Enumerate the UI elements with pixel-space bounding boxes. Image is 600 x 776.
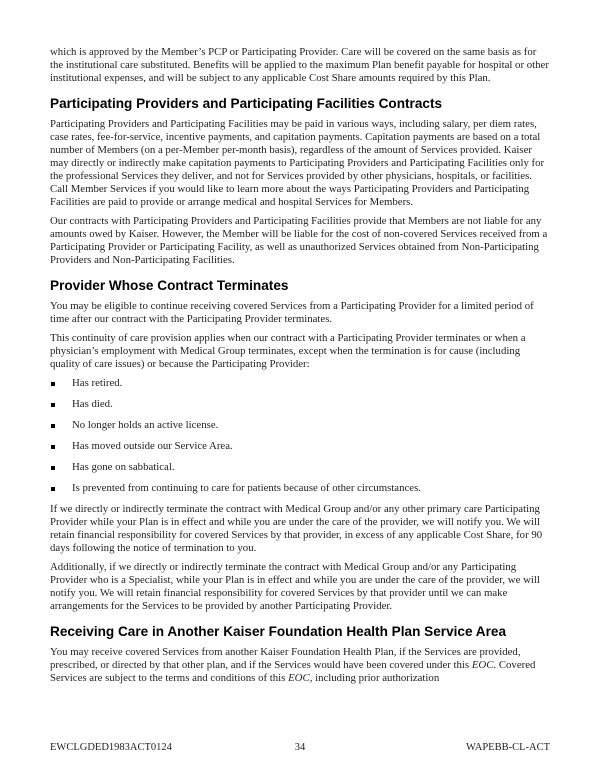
list-item-text: Has retired. [72, 377, 123, 389]
list-item [50, 398, 550, 411]
list-item [50, 461, 550, 474]
footer-page-number: 34 [294, 742, 306, 753]
list-item [50, 377, 550, 390]
paragraph: If we directly or indirectly terminate the contract with Medical Group and/or any other primary care Participating Provider while your Plan is in effect and while you are under the care of the provider, we will notify you. We will retain financial responsibility for covered Services by that provider, in excess of any applicable Cost Share, for 90 days following the notice of termination to you. [50, 503, 543, 554]
paragraph-segment: You may receive covered Services from another Kaiser Foundation Health Plan, if the Services are provided, prescribed, or directed by that other plan, and if the Services would have been covered under this [50, 646, 521, 671]
paragraph: This continuity of care provision applies when our contract with a Participating Provider terminates or when a physician’s employment with Medical Group terminates, except when the termination is for cause (including quality of care issues) or because the Participating Provider: [50, 332, 526, 370]
list-item-text: Has moved outside our Service Area. [72, 440, 233, 452]
list-item-text: Has died. [72, 398, 113, 410]
paragraph-segment: , including prior authorization [309, 672, 440, 684]
paragraph: Participating Providers and Participating Facilities may be paid in various ways, including salary, per diem rates, case rates, fee-for-service, incentive payments, and capitation payments. Capitation payments are based on a total number of Members (on a per-Member per-month basis), regardless of the amount of Services provided. Kaiser may directly or indirectly make capitation payments to Participating Providers and Participating Facilities only for the professional Services they deliver, and not for Services provided by other physicians, hospitals, or facilities. Call Member Services if you would like to learn more about the ways Participating Providers and Participating Facilities are paid to provide or arrange medical and hospital Services for Members. [50, 118, 545, 208]
italic-term: EOC [471, 659, 494, 671]
square-bullet-icon [51, 403, 55, 407]
section-heading-other-area: Receiving Care in Another Kaiser Foundation Health Plan Service Area [50, 624, 507, 639]
footer-document-code: EWCLGDED1983ACT0124 [50, 742, 172, 753]
square-bullet-icon [51, 487, 55, 491]
square-bullet-icon [51, 445, 55, 449]
paragraph: You may be eligible to continue receiving covered Services from a Participating Provider for a limited period of time after our contract with the Participating Provider terminates. [50, 300, 534, 325]
list-item [50, 440, 550, 453]
page-footer [50, 741, 550, 754]
list-item [50, 482, 550, 495]
paragraph [50, 646, 550, 685]
list-item [50, 419, 550, 432]
bullet-list [50, 377, 550, 495]
footer-plan-code: WAPEBB-CL-ACT [466, 742, 550, 753]
section-provider-terminates [50, 278, 550, 613]
intro-paragraph: which is approved by the Member’s PCP or Participating Provider. Care will be covered on the same basis as for the institutional care substituted. Benefits will be applied to the maximum Plan benefit payable for hospital or other institutional expenses, and will be subject to any applicable Cost Share amounts required by this Plan. [50, 46, 549, 84]
section-participating-contracts [50, 96, 550, 267]
list-item-text: No longer holds an active license. [72, 419, 219, 431]
section-heading-contracts: Participating Providers and Participating Facilities Contracts [50, 96, 443, 111]
paragraph: Additionally, if we directly or indirectly terminate the contract with Medical Group and/or any Participating Provider who is a Specialist, while your Plan is in effect and while you are under the care of the provider, we will notify you. We will retain financial responsibility for covered Services by that provider until we can make arrangements for the Services to be provided by another Participating Provider. [50, 561, 540, 612]
square-bullet-icon [51, 466, 55, 470]
list-item-text: Has gone on sabbatical. [72, 461, 175, 473]
section-other-service-area [50, 624, 550, 685]
paragraph: Our contracts with Participating Providers and Participating Facilities provide that Members are not liable for any amounts owed by Kaiser. However, the Member will be liable for the cost of non-covered Services received from a Participating Provider or Participating Facility, as well as unauthorized Services obtained from Non-Participating Providers and Non-Participating Facilities. [50, 215, 548, 266]
paragraph-segment: . Covered Services are subject to the terms and conditions of this [50, 659, 536, 684]
section-heading-terminates: Provider Whose Contract Terminates [50, 278, 289, 293]
square-bullet-icon [51, 424, 55, 428]
square-bullet-icon [51, 382, 55, 386]
list-item-text: Is prevented from continuing to care for patients because of other circumstances. [72, 482, 421, 494]
italic-term: EOC [288, 672, 310, 684]
